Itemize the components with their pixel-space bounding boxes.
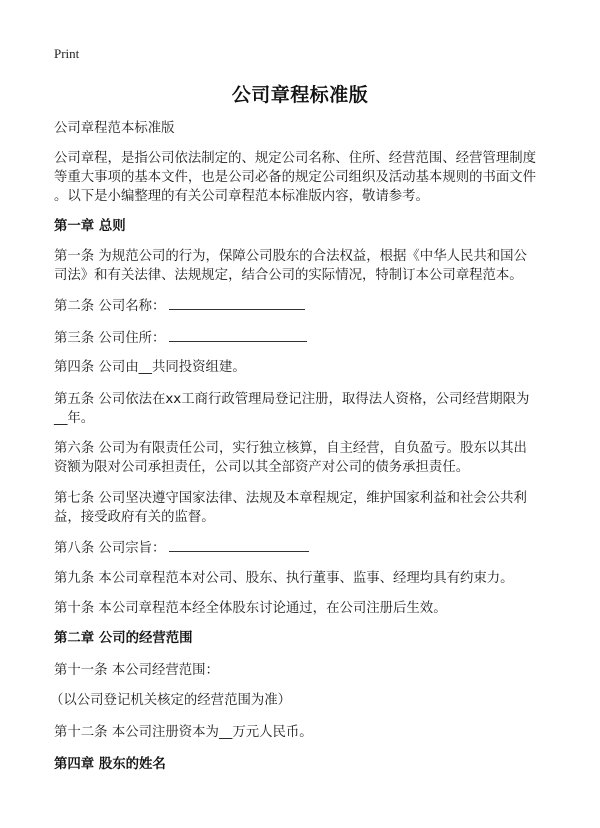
document-title: 公司章程标准版 [231, 84, 369, 106]
print-link[interactable]: Print [54, 46, 80, 61]
article-12: 第十二条 本公司注册资本为__万元人民币。 [54, 725, 313, 740]
document-subtitle: 公司章程范本标准版 [54, 121, 175, 136]
article-4: 第四条 公司由__共同投资组建。 [54, 360, 246, 375]
intro-line-1: 公司章程，是指公司依法制定的、规定公司名称、住所、经营范围、经营管理制度 [54, 151, 537, 166]
article-6-line-2: 资额为限对公司承担责任，公司以其全部资产对公司的债务承担责任。 [54, 460, 470, 475]
article-10: 第十条 本公司章程范本经全体股东讨论通过，在公司注册后生效。 [54, 601, 447, 616]
article-5-line-2: __年。 [54, 411, 95, 426]
article-9: 第九条 本公司章程范本对公司、股东、执行董事、监事、经理均具有约束力。 [54, 571, 514, 586]
article-11: 第十一条 本公司经营范围： [54, 663, 219, 678]
article-5-line-1: 第五条 公司依法在xx工商行政管理局登记注册，取得法人资格，公司经营期限为 [54, 392, 530, 407]
article-6-line-1: 第六条 公司为有限责任公司，实行独立核算，自主经营，自负盈亏。股东以其出 [54, 441, 527, 456]
intro-line-2: 等重大事项的基本文件，也是公司必备的规定公司组织及活动基本规则的书面文件 [54, 170, 537, 185]
article-2-label: 第二条 公司名称： [54, 299, 166, 314]
company-name-blank [169, 295, 305, 310]
article-2 [54, 295, 554, 318]
article-11-note: （以公司登记机关核定的经营范围为准） [50, 693, 292, 708]
chapter-2-heading: 第二章 公司的经营范围 [54, 631, 193, 646]
article-3 [54, 327, 554, 350]
article-8 [54, 537, 554, 560]
article-3-label: 第三条 公司住所： [54, 331, 166, 346]
company-address-blank [169, 327, 307, 342]
article-8-label: 第八条 公司宗旨： [54, 541, 166, 556]
article-1-line-1: 第一条 为规范公司的行为，保障公司股东的合法权益，根据《中华人民共和国公 [54, 249, 527, 264]
article-1-line-2: 司法》和有关法律、法规规定，结合公司的实际情况，特制订本公司章程范本。 [54, 268, 523, 283]
chapter-4-heading: 第四章 股东的姓名 [54, 757, 166, 772]
chapter-1-heading: 第一章 总则 [54, 219, 126, 234]
article-7-line-1: 第七条 公司坚决遵守国家法律、法规及本章程规定，维护国家利益和社会公共利 [54, 491, 527, 506]
intro-line-3: 。以下是小编整理的有关公司章程范本标准版内容，敬请参考。 [54, 189, 429, 204]
company-purpose-blank [169, 537, 309, 552]
article-7-line-2: 益，接受政府有关的监督。 [54, 510, 215, 525]
